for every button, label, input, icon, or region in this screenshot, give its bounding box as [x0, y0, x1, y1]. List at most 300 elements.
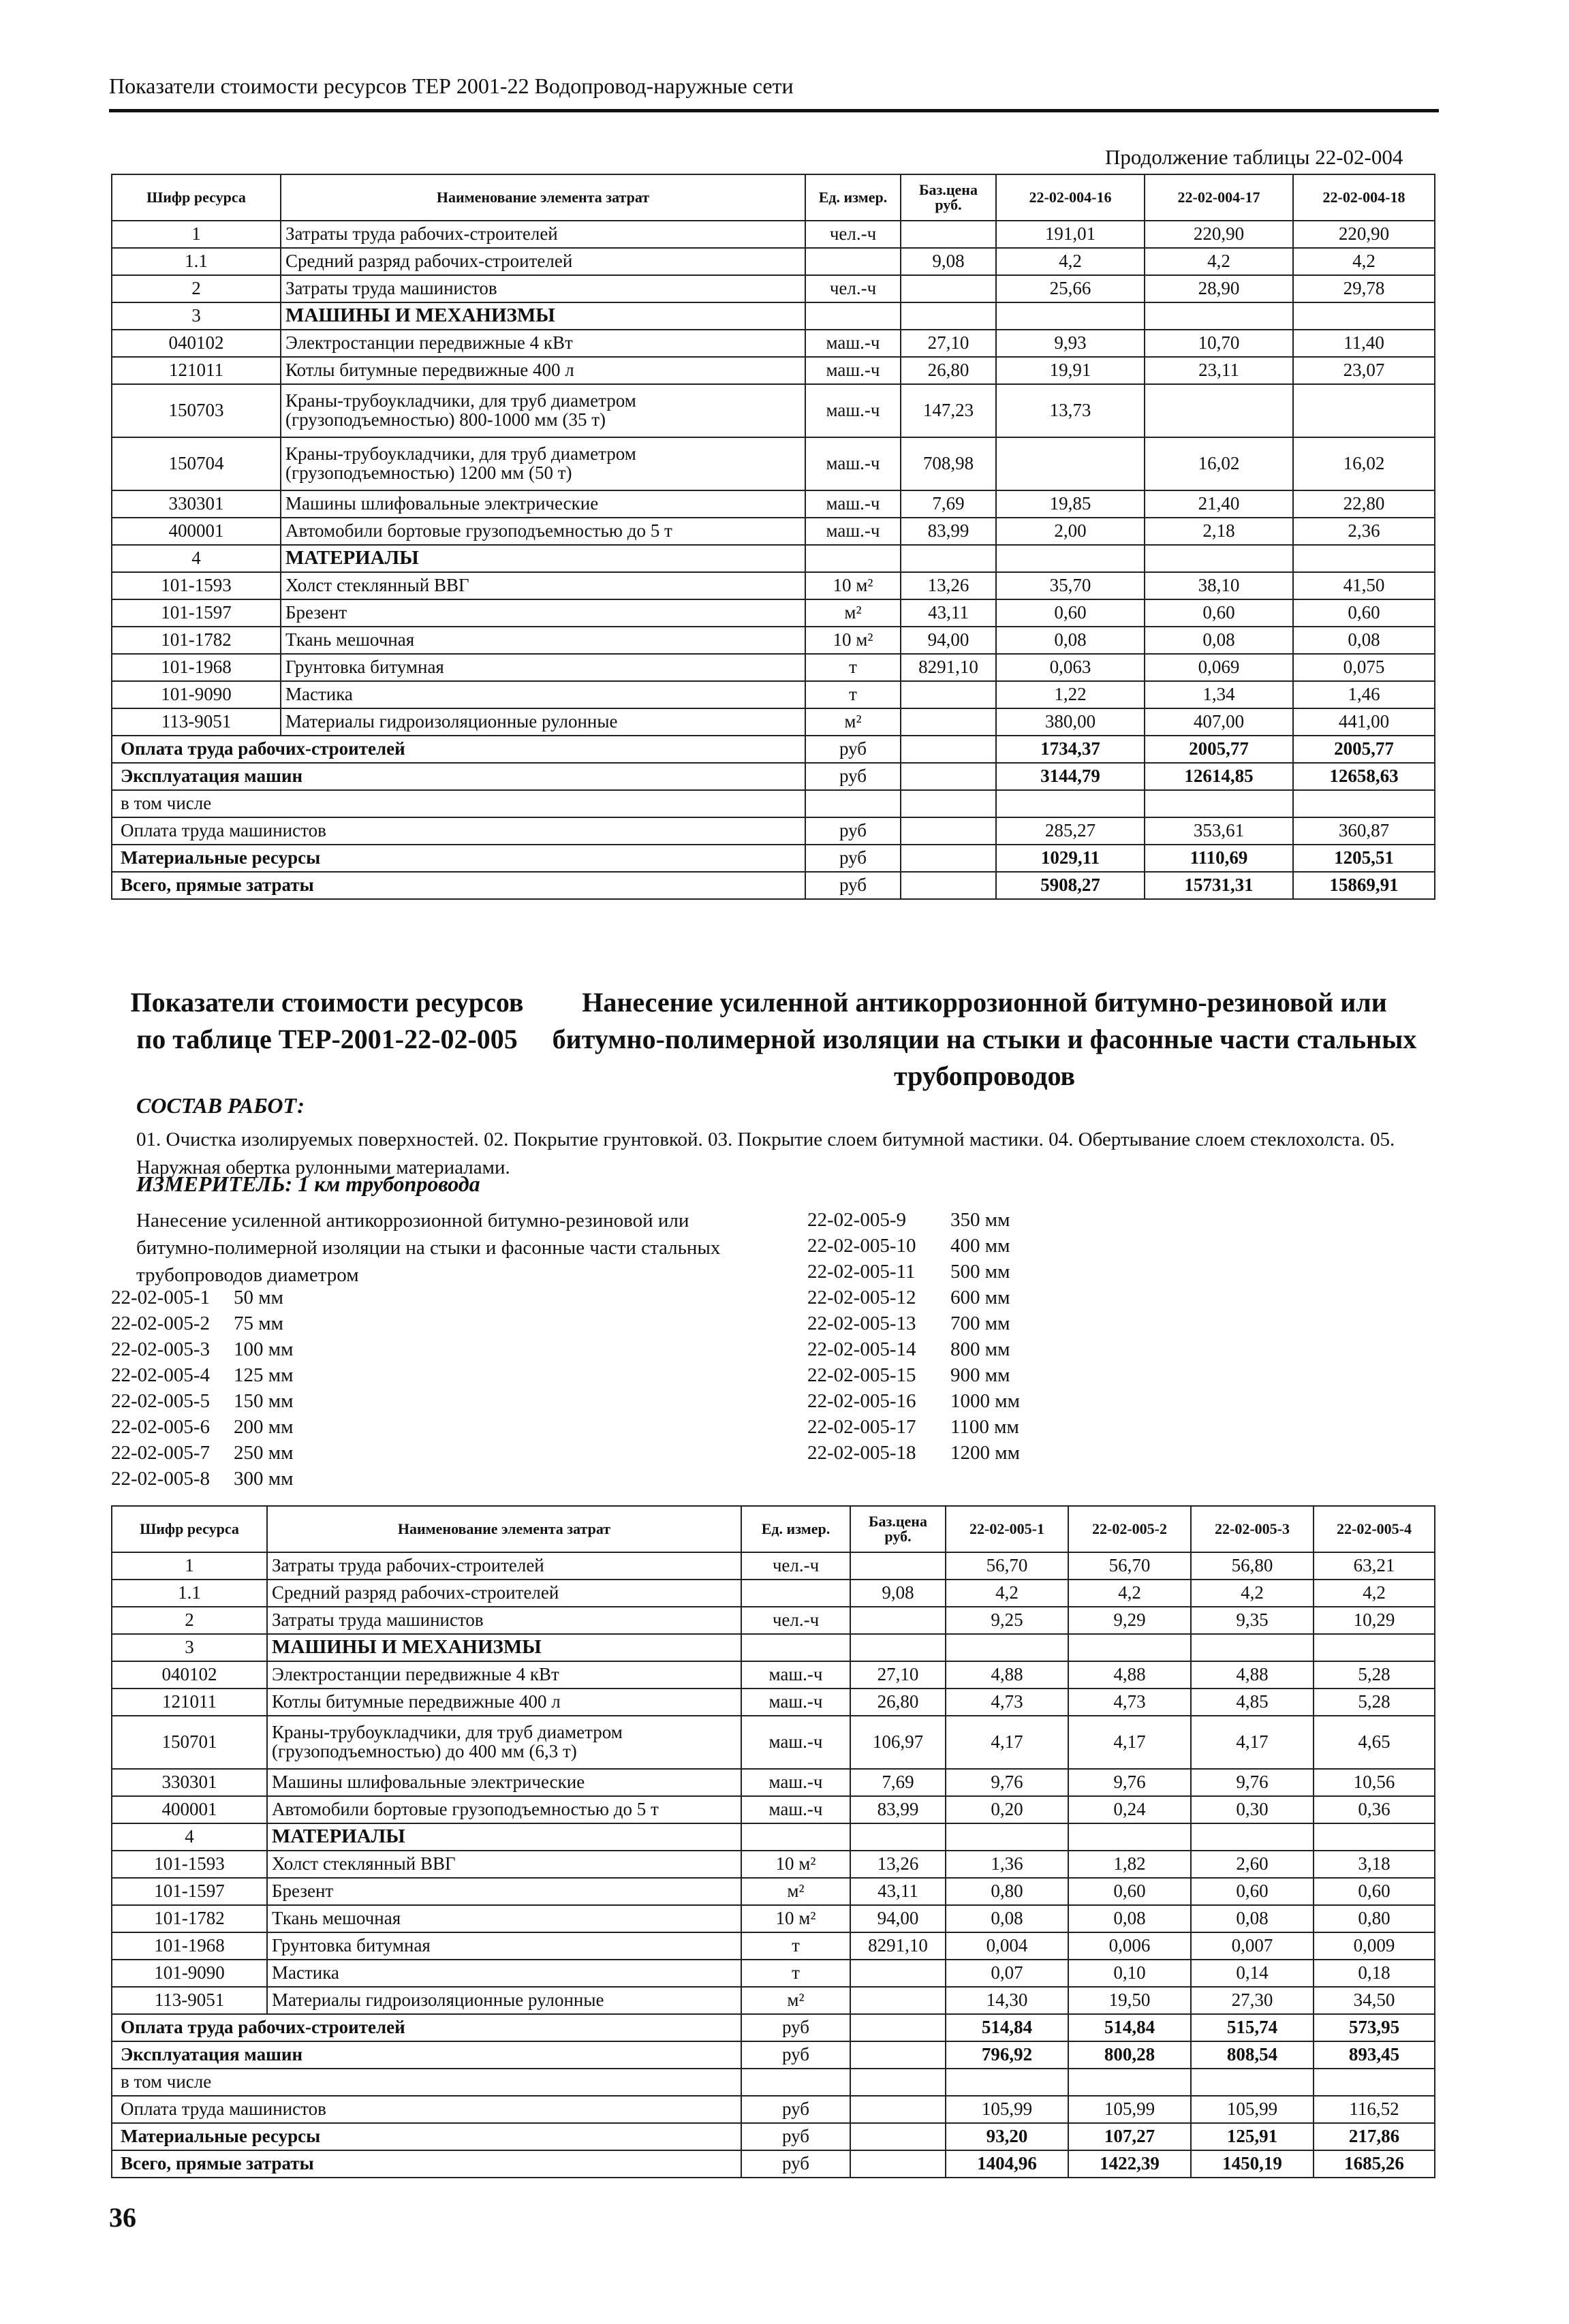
base-price-cell: 7,69: [850, 1769, 946, 1796]
value-cell: 0,60: [996, 599, 1145, 627]
unit-cell: [741, 1634, 850, 1661]
value-cell: 0,18: [1314, 1960, 1435, 1987]
diameter: 50 мм: [234, 1287, 283, 1308]
resource-name: Материалы гидроизоляционные рулонные: [281, 708, 805, 736]
value-cell: 4,2: [1314, 1580, 1435, 1607]
value-cell: 0,08: [1293, 627, 1435, 654]
value-cell: 0,08: [996, 627, 1145, 654]
value-cell: [1191, 2069, 1314, 2096]
unit-cell: руб: [741, 2014, 850, 2041]
unit-cell: 10 м²: [741, 1905, 850, 1932]
summary-row: [112, 2041, 1435, 2069]
table-row: [112, 330, 1435, 357]
rate-code: 22-02-005-5: [111, 1390, 210, 1412]
base-price-cell: [850, 1823, 946, 1851]
resource-code: 101-9090: [112, 681, 281, 708]
value-cell: 35,70: [996, 572, 1145, 599]
diameter: 350 мм: [950, 1209, 1010, 1231]
value-cell: 360,87: [1293, 817, 1435, 845]
value-cell: [1145, 384, 1293, 437]
code-line: [111, 1310, 293, 1336]
unit-cell: маш.-ч: [805, 357, 901, 384]
value-cell: 0,08: [946, 1905, 1068, 1932]
value-cell: [1145, 302, 1293, 330]
base-price-cell: [901, 708, 996, 736]
section-title-right: Нанесение усиленной антикоррозионной битумно-резиновой или битумно-полимерной изоляции на стыки и фасонные части стальных трубопроводов: [552, 987, 1417, 1091]
value-cell: 125,91: [1191, 2123, 1314, 2150]
value-cell: 9,29: [1068, 1607, 1191, 1634]
table-row: [112, 302, 1435, 330]
rate-code: 22-02-005-11: [807, 1261, 916, 1283]
resource-code: 121011: [112, 357, 281, 384]
summary-label: Эксплуатация машин: [112, 2041, 741, 2069]
summary-row: [112, 2069, 1435, 2096]
value-cell: [996, 437, 1145, 490]
table-row: [112, 275, 1435, 302]
measure-label: ИЗМЕРИТЕЛЬ: 1 км трубопровода: [136, 1172, 480, 1196]
unit-cell: руб: [741, 2150, 850, 2178]
header-rule: [109, 109, 1439, 112]
value-cell: 2005,77: [1293, 736, 1435, 763]
value-cell: 4,2: [946, 1580, 1068, 1607]
base-price-cell: 147,23: [901, 384, 996, 437]
summary-label: Эксплуатация машин: [112, 763, 805, 790]
value-cell: 5908,27: [996, 872, 1145, 899]
summary-row: [112, 2150, 1435, 2178]
unit-cell: руб: [805, 763, 901, 790]
unit-cell: т: [805, 654, 901, 681]
unit-cell: маш.-ч: [805, 518, 901, 545]
value-cell: 0,08: [1145, 627, 1293, 654]
value-cell: [996, 545, 1145, 572]
table-row: [112, 1960, 1435, 1987]
value-cell: 4,2: [1293, 248, 1435, 275]
scope-intro: Нанесение усиленной антикоррозионной битумно-резиновой или битумно-полимерной изоляции на стыки и фасонные части стальных трубопроводов диаметром: [136, 1210, 721, 1287]
table-row: [112, 437, 1435, 490]
header-cell: Наименование элемента затрат: [281, 174, 805, 221]
value-cell: 4,2: [1145, 248, 1293, 275]
rate-code: 22-02-005-16: [807, 1390, 916, 1412]
value-cell: 27,30: [1191, 1987, 1314, 2014]
value-cell: 9,76: [1191, 1769, 1314, 1796]
value-cell: 0,069: [1145, 654, 1293, 681]
diameter: 1200 мм: [950, 1442, 1020, 1464]
value-cell: [1314, 1823, 1435, 1851]
value-cell: 514,84: [1068, 2014, 1191, 2041]
value-cell: [996, 790, 1145, 817]
resource-name: Грунтовка битумная: [267, 1932, 741, 1960]
base-price-cell: 27,10: [901, 330, 996, 357]
unit-cell: маш.-ч: [741, 1769, 850, 1796]
summary-row: [112, 763, 1435, 790]
base-price-cell: [901, 817, 996, 845]
value-cell: 0,30: [1191, 1796, 1314, 1823]
unit-cell: чел.-ч: [741, 1607, 850, 1634]
resource-code: 040102: [112, 330, 281, 357]
value-cell: 1029,11: [996, 845, 1145, 872]
section-heading: МАШИНЫ И МЕХАНИЗМЫ: [267, 1634, 741, 1661]
resource-name: Затраты труда рабочих-строителей: [281, 221, 805, 248]
value-cell: 105,99: [1068, 2096, 1191, 2123]
header-cell: 22-02-005-4: [1314, 1506, 1435, 1552]
resource-code: 400001: [112, 518, 281, 545]
diameter: 125 мм: [234, 1364, 294, 1386]
rate-code: 22-02-005-7: [111, 1442, 210, 1464]
table-row: [112, 627, 1435, 654]
value-cell: 808,54: [1191, 2041, 1314, 2069]
resource-code: 150703: [112, 384, 281, 437]
resource-name: Затраты труда рабочих-строителей: [267, 1552, 741, 1580]
unit-cell: м²: [741, 1987, 850, 2014]
table-row: [112, 1580, 1435, 1607]
code-line: [111, 1466, 293, 1492]
base-price-cell: 708,98: [901, 437, 996, 490]
summary-row: [112, 845, 1435, 872]
code-line: [807, 1285, 1020, 1310]
value-cell: 1450,19: [1191, 2150, 1314, 2178]
table-continuation-label: Продолжение таблицы 22-02-004: [1105, 145, 1403, 169]
value-cell: [946, 1823, 1068, 1851]
summary-row: [112, 2123, 1435, 2150]
base-price-cell: 83,99: [850, 1796, 946, 1823]
value-cell: [1314, 2069, 1435, 2096]
base-price-cell: 7,69: [901, 490, 996, 518]
unit-cell: [741, 1580, 850, 1607]
value-cell: 285,27: [996, 817, 1145, 845]
resource-code: 101-1782: [112, 627, 281, 654]
value-cell: [1293, 384, 1435, 437]
summary-label: в том числе: [112, 2069, 741, 2096]
code-line: [807, 1388, 1020, 1414]
value-cell: 38,10: [1145, 572, 1293, 599]
value-cell: 1205,51: [1293, 845, 1435, 872]
value-cell: 9,93: [996, 330, 1145, 357]
table-row: [112, 545, 1435, 572]
resource-code: 113-9051: [112, 1987, 267, 2014]
value-cell: [1191, 1823, 1314, 1851]
resource-code: 2: [112, 275, 281, 302]
base-price-cell: 13,26: [850, 1851, 946, 1878]
code-list-right: [807, 1207, 1020, 1466]
resource-code: 2: [112, 1607, 267, 1634]
value-cell: 2,60: [1191, 1851, 1314, 1878]
unit-cell: [741, 2069, 850, 2096]
base-price-cell: [901, 845, 996, 872]
value-cell: 107,27: [1068, 2123, 1191, 2150]
diameter: 250 мм: [234, 1442, 294, 1464]
resource-code: 113-9051: [112, 708, 281, 736]
unit-cell: руб: [741, 2123, 850, 2150]
diameter: 1000 мм: [950, 1390, 1020, 1412]
value-cell: 5,28: [1314, 1689, 1435, 1716]
table-row: [112, 221, 1435, 248]
code-line: [807, 1233, 1020, 1259]
table-row: [112, 708, 1435, 736]
value-cell: 0,075: [1293, 654, 1435, 681]
diameter: 75 мм: [234, 1313, 283, 1334]
resource-code: 101-1597: [112, 599, 281, 627]
value-cell: [1068, 2069, 1191, 2096]
value-cell: 4,88: [1191, 1661, 1314, 1689]
base-price-cell: 13,26: [901, 572, 996, 599]
resource-name: Автомобили бортовые грузоподъемностью до 5 т: [267, 1796, 741, 1823]
resource-code: 1: [112, 1552, 267, 1580]
value-cell: 10,29: [1314, 1607, 1435, 1634]
value-cell: 9,76: [1068, 1769, 1191, 1796]
resource-name: Машины шлифовальные электрические: [281, 490, 805, 518]
value-cell: 3,18: [1314, 1851, 1435, 1878]
base-price-cell: 94,00: [901, 627, 996, 654]
resource-name: Средний разряд рабочих-строителей: [267, 1580, 741, 1607]
value-cell: 0,60: [1191, 1878, 1314, 1905]
unit-cell: [805, 545, 901, 572]
value-cell: 29,78: [1293, 275, 1435, 302]
resource-name: Электростанции передвижные 4 кВт: [281, 330, 805, 357]
resource-name: Автомобили бортовые грузоподъемностью до 5 т: [281, 518, 805, 545]
value-cell: 1,34: [1145, 681, 1293, 708]
table-row: [112, 357, 1435, 384]
rate-code: 22-02-005-1: [111, 1287, 210, 1308]
value-cell: 0,004: [946, 1932, 1068, 1960]
base-price-cell: 27,10: [850, 1661, 946, 1689]
section-heading: МАТЕРИАЛЫ: [267, 1823, 741, 1851]
base-price-cell: [850, 1987, 946, 2014]
value-cell: 4,73: [1068, 1689, 1191, 1716]
header-cell: Наименование элемента затрат: [267, 1506, 741, 1552]
base-price-cell: 26,80: [850, 1689, 946, 1716]
resource-code: 330301: [112, 1769, 267, 1796]
rate-code: 22-02-005-10: [807, 1235, 916, 1257]
diameter: 150 мм: [234, 1390, 294, 1412]
code-line: [807, 1362, 1020, 1388]
unit-cell: маш.-ч: [805, 330, 901, 357]
summary-label: Всего, прямые затраты: [112, 872, 805, 899]
unit-cell: руб: [741, 2096, 850, 2123]
value-cell: 0,009: [1314, 1932, 1435, 1960]
resource-code: 1: [112, 221, 281, 248]
unit-cell: руб: [741, 2041, 850, 2069]
diameter: 700 мм: [950, 1313, 1010, 1334]
base-price-cell: [901, 763, 996, 790]
base-price-cell: 106,97: [850, 1716, 946, 1769]
value-cell: 1,82: [1068, 1851, 1191, 1878]
value-cell: 893,45: [1314, 2041, 1435, 2069]
table-row: [112, 1823, 1435, 1851]
page-number: 36: [109, 2202, 136, 2233]
value-cell: 1734,37: [996, 736, 1145, 763]
value-cell: 0,80: [946, 1878, 1068, 1905]
table-row: [112, 248, 1435, 275]
value-cell: 4,2: [996, 248, 1145, 275]
value-cell: 0,60: [1314, 1878, 1435, 1905]
value-cell: 0,20: [946, 1796, 1068, 1823]
value-cell: 0,08: [1068, 1905, 1191, 1932]
value-cell: 0,24: [1068, 1796, 1191, 1823]
rate-code: 22-02-005-2: [111, 1313, 210, 1334]
unit-cell: чел.-ч: [741, 1552, 850, 1580]
base-price-cell: [850, 2014, 946, 2041]
value-cell: 1,36: [946, 1851, 1068, 1878]
base-price-cell: 9,08: [850, 1580, 946, 1607]
value-cell: 2005,77: [1145, 736, 1293, 763]
code-line: [111, 1388, 293, 1414]
value-cell: 407,00: [1145, 708, 1293, 736]
value-cell: 11,40: [1293, 330, 1435, 357]
unit-cell: т: [805, 681, 901, 708]
summary-label: Материальные ресурсы: [112, 2123, 741, 2150]
value-cell: 4,88: [946, 1661, 1068, 1689]
summary-row: [112, 2096, 1435, 2123]
resource-name: Средний разряд рабочих-строителей: [281, 248, 805, 275]
header-cell: Шифр ресурса: [112, 174, 281, 221]
value-cell: 25,66: [996, 275, 1145, 302]
base-price-cell: 43,11: [901, 599, 996, 627]
resource-code: 101-1782: [112, 1905, 267, 1932]
value-cell: 800,28: [1068, 2041, 1191, 2069]
value-cell: 4,17: [1068, 1716, 1191, 1769]
code-line: [807, 1440, 1020, 1466]
code-line: [111, 1362, 293, 1388]
table-row: [112, 1716, 1435, 1769]
value-cell: 13,73: [996, 384, 1145, 437]
code-line: [111, 1336, 293, 1362]
value-cell: 0,60: [1068, 1878, 1191, 1905]
header-cell: Шифр ресурса: [112, 1506, 267, 1552]
resource-code: 3: [112, 1634, 267, 1661]
resource-name: Затраты труда машинистов: [267, 1607, 741, 1634]
value-cell: 0,006: [1068, 1932, 1191, 1960]
summary-row: [112, 2014, 1435, 2041]
works-text: 01. Очистка изолируемых поверхностей. 02. Покрытие грунтовкой. 03. Покрытие слоем битумной мастики. 04. Обертывание слоем стеклохолста. 05. Наружная обертка рулонными материалами.: [136, 1129, 1395, 1178]
value-cell: 217,86: [1314, 2123, 1435, 2150]
table-row: [112, 654, 1435, 681]
value-cell: 15731,31: [1145, 872, 1293, 899]
resource-code: 1.1: [112, 248, 281, 275]
unit-cell: маш.-ч: [805, 490, 901, 518]
unit-cell: руб: [805, 845, 901, 872]
value-cell: 0,08: [1191, 1905, 1314, 1932]
rate-code: 22-02-005-15: [807, 1364, 916, 1386]
resource-name: Грунтовка битумная: [281, 654, 805, 681]
value-cell: 4,2: [1191, 1580, 1314, 1607]
resource-name: Котлы битумные передвижные 400 л: [281, 357, 805, 384]
value-cell: 23,07: [1293, 357, 1435, 384]
diameter: 300 мм: [234, 1468, 294, 1490]
value-cell: 0,14: [1191, 1960, 1314, 1987]
value-cell: 1110,69: [1145, 845, 1293, 872]
table-row: [112, 1851, 1435, 1878]
resource-code: 040102: [112, 1661, 267, 1689]
code-line: [807, 1259, 1020, 1285]
resource-table-22-02-004: [111, 174, 1435, 900]
resource-name: Краны-трубоукладчики, для труб диаметром (грузоподъемностью) 1200 мм (50 т): [281, 437, 805, 490]
resource-code: 150701: [112, 1716, 267, 1769]
value-cell: 1404,96: [946, 2150, 1068, 2178]
rate-code: 22-02-005-8: [111, 1468, 210, 1490]
table-row: [112, 1634, 1435, 1661]
value-cell: 1,46: [1293, 681, 1435, 708]
base-price-cell: [901, 790, 996, 817]
base-price-cell: [850, 2150, 946, 2178]
unit-cell: [805, 302, 901, 330]
table-row: [112, 1661, 1435, 1689]
unit-cell: т: [741, 1960, 850, 1987]
resource-code: 330301: [112, 490, 281, 518]
section-heading: МАТЕРИАЛЫ: [281, 545, 805, 572]
diameter: 1100 мм: [950, 1416, 1019, 1438]
table-row: [112, 518, 1435, 545]
diameter: 800 мм: [950, 1338, 1010, 1360]
value-cell: 93,20: [946, 2123, 1068, 2150]
unit-cell: маш.-ч: [741, 1661, 850, 1689]
value-cell: 573,95: [1314, 2014, 1435, 2041]
rate-code: 22-02-005-14: [807, 1338, 916, 1360]
value-cell: 28,90: [1145, 275, 1293, 302]
table-row: [112, 1769, 1435, 1796]
code-line: [111, 1440, 293, 1466]
base-price-cell: [850, 1607, 946, 1634]
resource-code: 4: [112, 545, 281, 572]
table-row: [112, 1905, 1435, 1932]
unit-cell: маш.-ч: [805, 437, 901, 490]
rate-code: 22-02-005-9: [807, 1209, 906, 1231]
summary-label: в том числе: [112, 790, 805, 817]
resource-code: 101-9090: [112, 1960, 267, 1987]
value-cell: 10,56: [1314, 1769, 1435, 1796]
rate-code: 22-02-005-18: [807, 1442, 916, 1464]
table-row: [112, 599, 1435, 627]
base-price-cell: 8291,10: [901, 654, 996, 681]
unit-cell: руб: [805, 872, 901, 899]
unit-cell: 10 м²: [741, 1851, 850, 1878]
base-price-cell: 43,11: [850, 1878, 946, 1905]
value-cell: 191,01: [996, 221, 1145, 248]
code-list-left: [111, 1285, 293, 1492]
code-line: [111, 1285, 293, 1310]
table-row: [112, 1552, 1435, 1580]
rate-code: 22-02-005-12: [807, 1287, 916, 1308]
resource-name: Машины шлифовальные электрические: [267, 1769, 741, 1796]
value-cell: 0,36: [1314, 1796, 1435, 1823]
value-cell: 14,30: [946, 1987, 1068, 2014]
table-row: [112, 1878, 1435, 1905]
base-price-cell: [901, 275, 996, 302]
value-cell: 4,17: [1191, 1716, 1314, 1769]
value-cell: 0,10: [1068, 1960, 1191, 1987]
value-cell: 2,00: [996, 518, 1145, 545]
unit-cell: м²: [805, 599, 901, 627]
value-cell: 10,70: [1145, 330, 1293, 357]
value-cell: 0,007: [1191, 1932, 1314, 1960]
value-cell: 23,11: [1145, 357, 1293, 384]
value-cell: 19,91: [996, 357, 1145, 384]
resource-name: Брезент: [281, 599, 805, 627]
unit-cell: 10 м²: [805, 572, 901, 599]
header-cell: Баз.цена руб.: [901, 174, 996, 221]
summary-row: [112, 817, 1435, 845]
value-cell: 220,90: [1145, 221, 1293, 248]
resource-name: Краны-трубоукладчики, для труб диаметром (грузоподъемностью) до 400 мм (6,3 т): [267, 1716, 741, 1769]
resource-name: Электростанции передвижные 4 кВт: [267, 1661, 741, 1689]
value-cell: 515,74: [1191, 2014, 1314, 2041]
table-row: [112, 490, 1435, 518]
value-cell: 441,00: [1293, 708, 1435, 736]
section-title-left: Показатели стоимости ресурсов по таблице ТЕР-2001-22-02-005: [130, 987, 524, 1054]
table-row: [112, 1689, 1435, 1716]
unit-cell: [805, 790, 901, 817]
value-cell: 9,25: [946, 1607, 1068, 1634]
unit-cell: маш.-ч: [741, 1689, 850, 1716]
